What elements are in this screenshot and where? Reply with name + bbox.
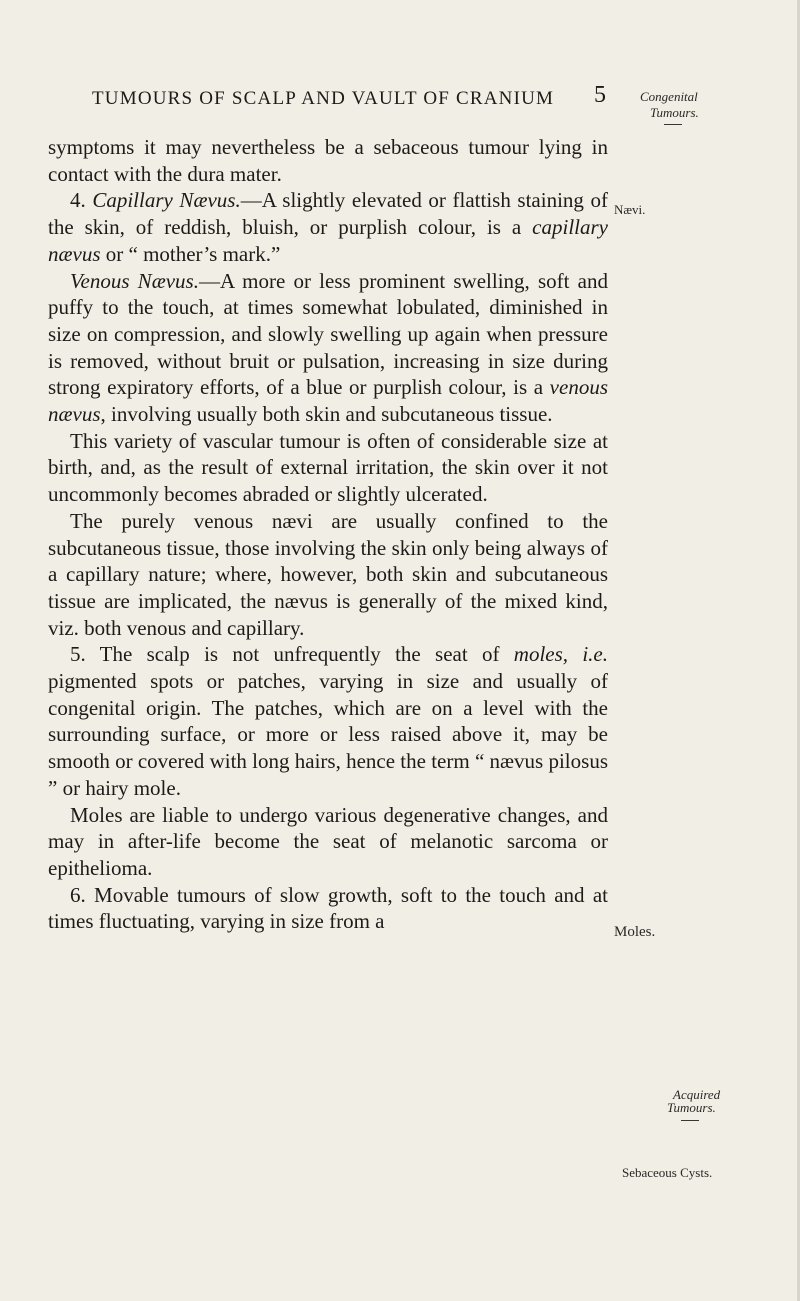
margin-rule (681, 1120, 699, 1121)
margin-note-acquired: Acquired (673, 1087, 721, 1102)
running-head: TUMOURS OF SCALP AND VAULT OF CRANIUM (92, 88, 555, 109)
paragraph: 5. The scalp is not unfrequently the seat of moles, i.e. pigmented spots or patches, varying in size and usually of congenital origin. The patches, which are on a level with the surrounding surface, or more or less raised above it, may be smooth or covered with long hairs, hence the term “ nævus pilosus ” or hairy mole. (48, 642, 608, 800)
margin-note-tumours-2: Tumours. (667, 1100, 716, 1115)
paragraph: Moles are liable to undergo various degenerative changes, and may in after-life become the seat of melanotic sarcoma or epithelioma. (48, 802, 608, 880)
margin-note-naevi: Nævi. (614, 202, 646, 217)
body-text (48, 134, 608, 935)
margin-note-moles: Moles. (614, 924, 656, 940)
page-number: 5 (594, 82, 606, 108)
margin-note-tumours: Tumours. (650, 105, 699, 120)
margin-note-congenital: Congenital (640, 89, 698, 104)
paragraph: 4. Capillary Nævus.—A slightly elevated or flattish staining of the skin, of reddish, bluish, or purplish colour, is a capillary nævus or “ mother’s mark.” (48, 188, 609, 266)
paragraph: This variety of vascular tumour is often of considerable size at birth, and, as the result of external irritation, the skin over it not uncommonly becomes abraded or slightly ulcerated. (48, 428, 608, 507)
paragraph: Venous Nævus.—A more or less prominent swelling, soft and puffy to the touch, at times somewhat lobulated, diminished in size on compression, and slowly swelling up again when pressure is removed, without bruit or pulsation, increasing in size during strong expiratory efforts, of a blue or purplish colour, is a venous nævus, involving usually both skin and subcutaneous tissue. (48, 268, 609, 427)
margin-rule (664, 124, 682, 125)
paragraph: symptoms it may nevertheless be a sebaceous tumour lying in contact with the dura mater. (48, 135, 608, 186)
margin-note-sebaceous: Sebaceous Cysts. (622, 1165, 713, 1180)
paragraph: 6. Movable tumours of slow growth, soft to the touch and at times fluctuating, varying in size from a (48, 882, 608, 934)
paragraph: The purely venous nævi are usually confined to the subcutaneous tissue, those involving the skin only being always of a capillary nature; where, however, both skin and subcutaneous tissue are implicated, the nævus is generally of the mixed kind, viz. both venous and capillary. (48, 508, 608, 640)
